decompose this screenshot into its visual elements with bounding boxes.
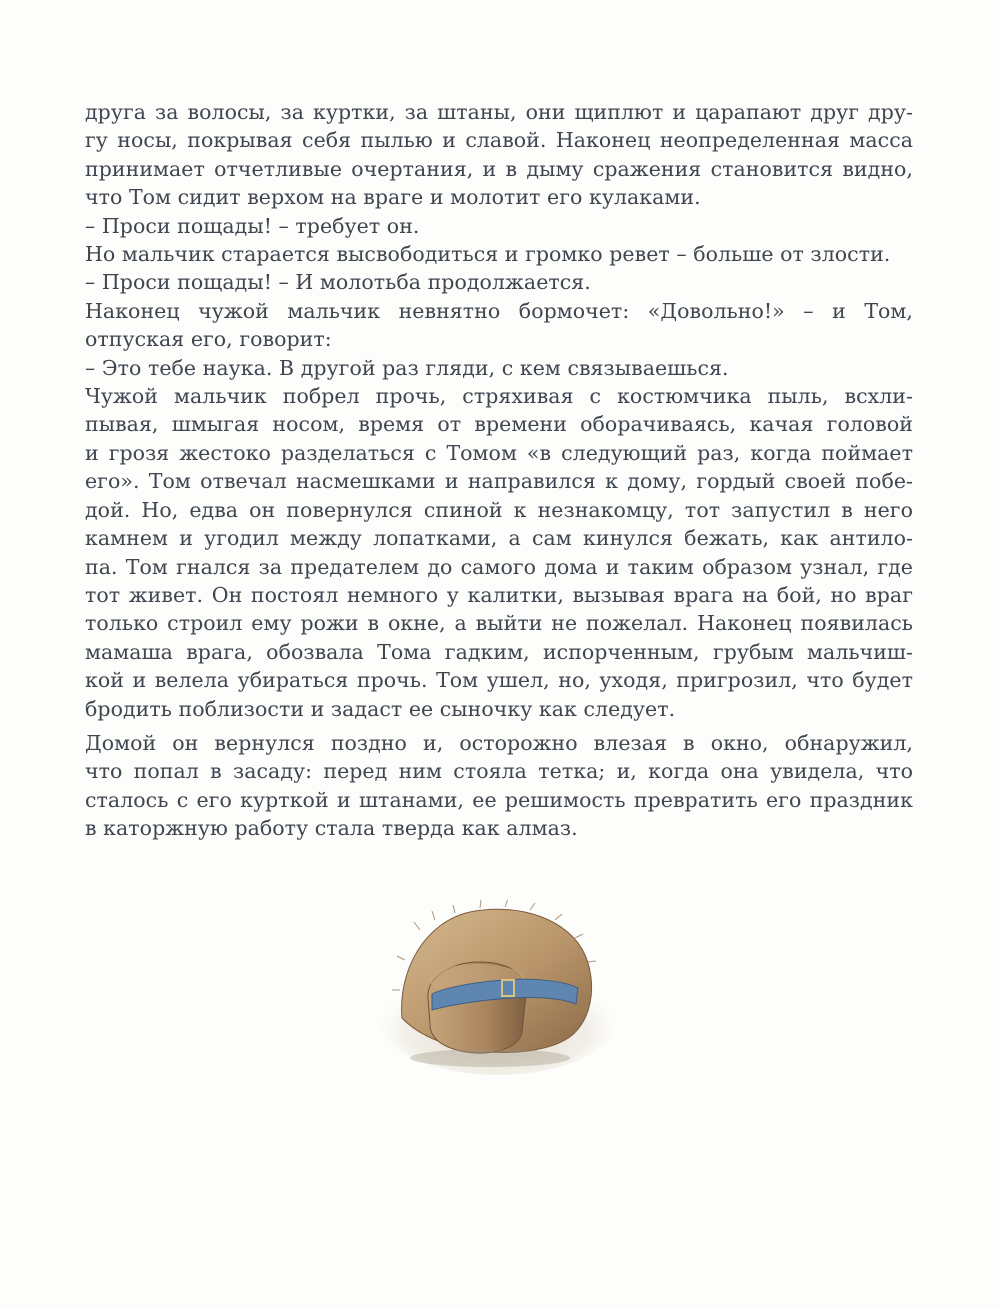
text-line: бродить поблизости и задаст ее сыночку как следует.	[85, 696, 676, 721]
hat-shadow	[410, 1049, 570, 1067]
text-line: камнем и угодил между лопатками, а сам кинулся бежать, как антило-	[85, 526, 913, 551]
story-text	[85, 98, 913, 843]
text-line: отпуская его, говорит:	[85, 327, 332, 352]
text-line: мамаша врага, обозвала Тома гадким, испорченным, грубым мальчиш-	[85, 639, 913, 664]
text-line: – Это тебе наука. В другой раз гляди, с кем связываешься.	[85, 355, 729, 380]
text-line: тот живет. Он постоял немного у калитки, вызывая врага на бой, но враг	[85, 582, 913, 607]
text-line: в каторжную работу стала тверда как алмаз.	[85, 816, 578, 841]
text-line: его». Том отвечал насмешками и направился к дому, гордый своей побе-	[85, 469, 913, 494]
text-line: друга за волосы, за куртки, за штаны, они щиплют и царапают друг дру-	[85, 100, 913, 124]
text-line: что попал в засаду: перед ним стояла тетка; и, когда она увидела, что	[85, 759, 913, 784]
text-line: – Проси пощады! – требует он.	[85, 213, 420, 238]
text-line: Домой он вернулся поздно и, осторожно влезая в окно, обнаружил,	[85, 730, 913, 755]
text-line: сталось с его курткой и штанами, ее решимость превратить его праздник	[85, 787, 913, 812]
text-line: Чужой мальчик побрел прочь, стряхивая с костюмчика пыль, всхли-	[85, 384, 913, 409]
text-line: пывая, шмыгая носом, время от времени оборачиваясь, качая головой	[85, 412, 913, 437]
text-line: только строил ему рожи в окне, а выйти не пожелал. Наконец появилась	[85, 611, 913, 636]
text-line: Но мальчик старается высвободиться и громко ревет – больше от злости.	[85, 242, 891, 267]
text-line: Наконец чужой мальчик невнятно бормочет: «Довольно!» – и Том,	[85, 298, 913, 323]
text-line: принимает отчетливые очертания, и в дыму сражения становится видно,	[85, 156, 913, 181]
text-line: что Том сидит верхом на враге и молотит его кулаками.	[85, 185, 701, 210]
text-line: па. Том гнался за предателем до самого дома и таким образом узнал, где	[85, 554, 913, 579]
text-line: дой. Но, едва он повернулся спиной к незнакомцу, тот запустил в него	[85, 497, 913, 522]
text-line: и грозя жестоко разделаться с Томом «в следующий раз, когда поймает	[85, 440, 913, 465]
text-line: кой и велела убираться прочь. Том ушел, но, уходя, пригрозил, что будет	[85, 668, 913, 693]
text-line: – Проси пощады! – И молотьба продолжается.	[85, 270, 591, 295]
text-line: гу носы, покрывая себя пылью и славой. Наконец неопределенная масса	[85, 128, 913, 153]
straw-hat-illustration	[380, 900, 620, 1080]
